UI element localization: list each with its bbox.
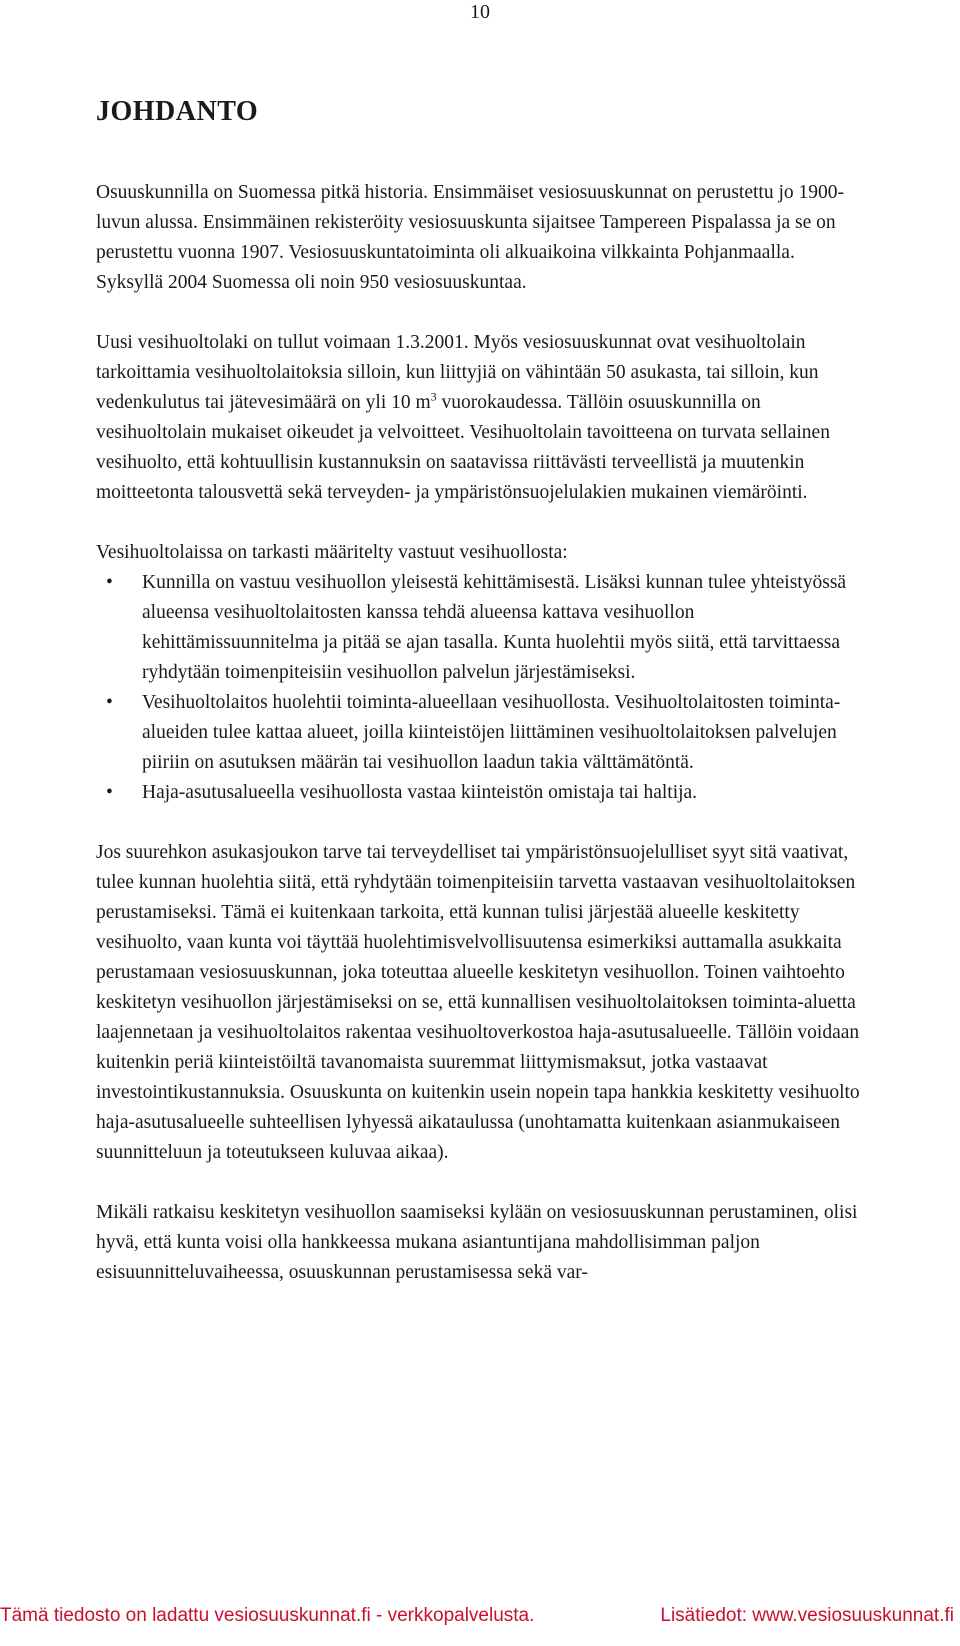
page-title: JOHDANTO: [96, 96, 259, 127]
bullet-icon: •: [106, 782, 113, 803]
list-item-text: Vesihuoltolaitos huolehtii toiminta-alueellaan vesihuollosta. Vesihuoltolaitosten toiminta-alueiden tulee kattaa alueet, joilla kiinteistöjen liittäminen vesihuoltolaitoksen palvelujen piiriin on asutuksen määrän tai vesihuollon laadun takia välttämätöntä.: [142, 692, 841, 773]
footer-download-notice: Tämä tiedosto on ladattu vesiosuuskunnat.fi - verkkopalvelusta.: [0, 1605, 535, 1626]
paragraph-law-text-cont: vuorokaudessa. Tällöin osuuskunnilla on vesihuoltolain mukaiset oikeudet ja velvoitteet. Vesihuoltolain tavoitteena on turvata sellainen vesihuolto, että kohtuullisin kustannuksin on saatavissa riittävästi terveellistä ja muutenkin moitteetonta talousvettä sekä terveyden- ja ympäristönsuojelulakien mukainen viemäröinti.: [96, 392, 830, 503]
paragraph-law-text: Uusi vesihuoltolaki on tullut voimaan 1.3.2001. Myös vesiosuuskunnat ovat vesihuoltolain tarkoittamia vesihuoltolaitoksia silloin, kun liittyjiä on vähintään 50 asukasta, tai silloin, kun vedenkulutus tai jätevesimäärä on yli 10 m: [96, 332, 819, 413]
list-item: [96, 688, 866, 778]
paragraph-solution: Mikäli ratkaisu keskitetyn vesihuollon saamiseksi kylään on vesiosuuskunnan perustaminen, olisi hyvä, että kunta voisi olla hankkeessa mukana asiantuntijana mahdollisimman paljon esisuunnitteluvaiheessa, osuuskunnan perustamisessa sekä var-: [96, 1202, 858, 1283]
paragraph-history: Osuuskunnilla on Suomessa pitkä historia. Ensimmäiset vesiosuuskunnat on perustettu jo 1900-luvun alussa. Ensimmäinen rekisteröity vesiosuuskunta sijaitsee Tampereen Pispalassa ja se on perustettu vuonna 1907. Vesiosuuskuntatoiminta oli alkuaikoina vilkkainta Pohjanmaalla. Syksyllä 2004 Suomessa oli noin 950 vesiosuuskuntaa.: [96, 182, 844, 293]
paragraph-responsibilities: Vesihuoltolaissa on tarkasti määritelty vastuut vesihuollosta:: [96, 542, 568, 563]
bullet-icon: •: [106, 692, 113, 713]
bullet-icon: •: [106, 572, 113, 593]
page-number: 10: [470, 1, 490, 23]
list-item-text: Kunnilla on vastuu vesihuollon yleisestä kehittämisestä. Lisäksi kunnan tulee yhteistyössä alueensa vesihuoltolaitosten kanssa tehdä alueensa kattava vesihuollon kehittämissuunnitelma ja pitää se ajan tasalla. Kunta huolehtii myös siitä, että tarvittaessa ryhdytään toimenpiteisiin vesihuollon palvelun järjestämiseksi.: [142, 572, 847, 683]
list-item: [96, 778, 866, 808]
list-item-text: Haja-asutusalueella vesihuollosta vastaa kiinteistön omistaja tai haltija.: [142, 782, 698, 803]
superscript-3: 3: [430, 389, 437, 404]
paragraph-municipality: Jos suurehkon asukasjoukon tarve tai terveydelliset tai ympäristönsuojelulliset syyt sitä vaativat, tulee kunnan huolehtia siitä, että ryhdytään toimenpiteisiin tarvetta vastaavan vesihuoltolaitoksen perustamiseksi. Tämä ei kuitenkaan tarkoita, että kunnan tulisi järjestää alueelle keskitetty vesihuolto, vaan kunta voi täyttää huolehtimisvelvollisuutensa esimerkiksi auttamalla asukkaita perustamaan vesiosuuskunnan, joka toteuttaa alueelle keskitetyn vesihuollon. Toinen vaihtoehto keskitetyn vesihuollon järjestämiseksi on se, että kunnallisen vesihuoltolaitoksen toiminta-aluetta laajennetaan ja vesihuoltolaitos rakentaa vesihuoltoverkostoa haja-asutusalueelle. Tällöin voidaan kuitenkin periä kiinteistöiltä tavanomaista suuremmat liittymismaksut, jotka vastaavat investointikustannuksia. Osuuskunta on kuitenkin usein nopein tapa hankkia keskitetty vesihuolto haja-asutusalueelle suhteellisen lyhyessä aikataulussa (unohtamatta kuitenkaan asianmukaiseen suunnitteluun ja toteutukseen kuluvaa aikaa).: [96, 842, 860, 1163]
body-text: [96, 178, 866, 1288]
list-item: [96, 568, 866, 688]
footer-info-link[interactable]: Lisätiedot: www.vesiosuuskunnat.fi: [660, 1605, 954, 1626]
responsibility-list: [96, 568, 866, 808]
paragraph-law: [96, 328, 866, 508]
